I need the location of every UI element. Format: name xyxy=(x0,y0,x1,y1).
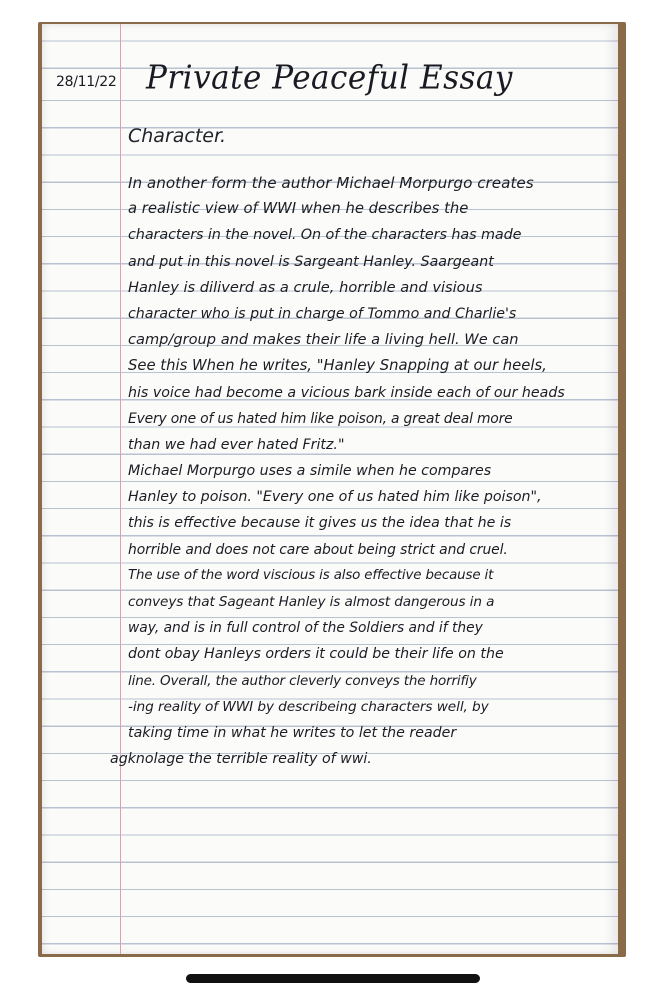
essay-date: 28/11/22 xyxy=(56,74,117,90)
essay-line: conveys that Sageant Hanley is almost dangerous in a xyxy=(128,594,495,610)
essay-title: Private Peaceful Essay xyxy=(146,59,513,97)
essay-line: -ing reality of WWI by describeing characters well, by xyxy=(128,698,489,715)
essay-line: dont obay Hanleys orders it could be their life on the xyxy=(128,646,504,663)
essay-line: See this When he writes, "Hanley Snapping at our heels, xyxy=(128,357,547,375)
essay-line: and put in this novel is Sargeant Hanley. Saargeant xyxy=(128,253,494,270)
essay-line: a realistic view of WWI when he describes the xyxy=(128,200,469,218)
essay-body xyxy=(110,170,614,772)
essay-line: The use of the word viscious is also effective because it xyxy=(128,567,494,583)
notebook-page xyxy=(42,24,618,954)
home-indicator[interactable] xyxy=(186,974,480,983)
essay-line: agknolage the terrible reality of wwi. xyxy=(110,751,372,768)
section-heading: Character. xyxy=(128,125,227,147)
essay-line: Every one of us hated him like poison, a great deal more xyxy=(128,410,513,427)
essay-line: his voice had become a vicious bark inside each of our heads xyxy=(128,384,565,401)
essay-line: line. Overall, the author cleverly conveys the horrifiy xyxy=(128,672,477,689)
essay-line: In another form the author Michael Morpurgo creates xyxy=(128,174,534,192)
essay-line: than we had ever hated Fritz." xyxy=(128,436,345,453)
essay-line: horrible and does not care about being strict and cruel. xyxy=(128,541,508,558)
essay-line: character who is put in charge of Tommo and Charlie's xyxy=(128,305,517,322)
essay-line: Hanley is diliverd as a crule, horrible and visious xyxy=(128,278,483,296)
essay-line: characters in the novel. On of the characters has made xyxy=(128,227,522,244)
essay-line: this is effective because it gives us the idea that he is xyxy=(128,515,512,532)
margin-line xyxy=(120,24,121,954)
essay-line: taking time in what he writes to let the reader xyxy=(128,724,457,741)
essay-line: Hanley to poison. "Every one of us hated him like poison", xyxy=(128,489,542,506)
essay-line: way, and is in full control of the Soldiers and if they xyxy=(128,620,483,637)
essay-line: Michael Morpurgo uses a simile when he compares xyxy=(128,463,492,480)
essay-line: camp/group and makes their life a living hell. We can xyxy=(128,331,519,349)
